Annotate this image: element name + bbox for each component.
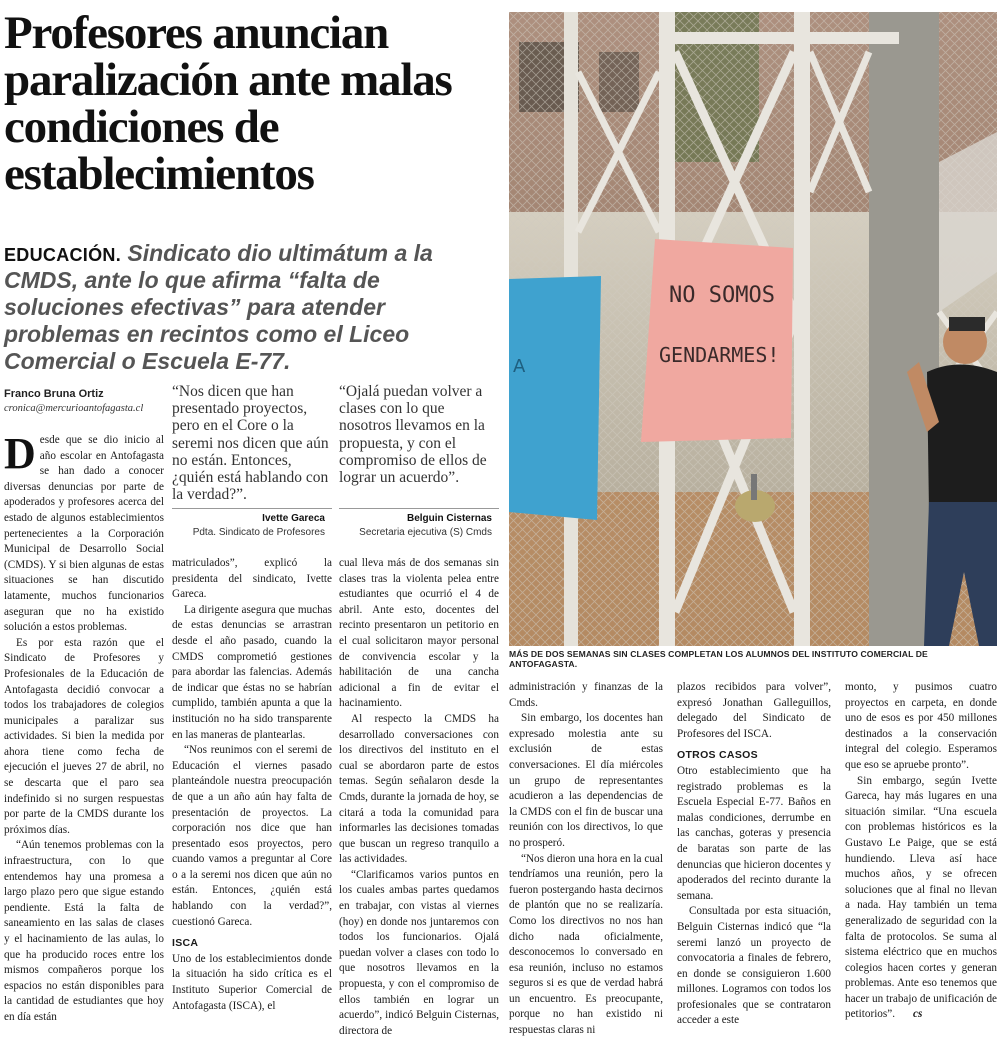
paragraph: La dirigente asegura que muchas de estas denuncias se arrastran desde el año pasado, cuando la CMDS comprometió gestiones para abordar las falencias. Además de indicar que éstas no se habrían cumplido, también apunta a que la institución no ha sido transparente en las maneras de plantearlas. [172,603,332,741]
pink-sign-line1: NO SOMOS [669,283,775,308]
section-heading-otros-casos: OTROS CASOS [677,749,758,762]
author-email[interactable]: cronica@mercurioantofagasta.cl [4,403,144,414]
paragraph: Es por esta razón que el Sindicato de Profesores y Profesionales de la Educación de Antofagasta decidió convocar a todos los trabajadores de colegios municipales a paralizar sus actividades. Si bien la medida por ahora tiene como fecha de ejecución el jueves 27 de abril, no se descarta que el paro sea indefinido si no surgen respuestas por parte de la CMDS durante los próximos días. [4,636,164,836]
paragraph: Sin embargo, los docentes han expresado molestia ante su exclusión de estas conversaciones. El día miércoles un grupo de representantes acudieron a las dependencias de la CMDS con el fin de buscar una reunión con los directivos, lo que no prosperó. [509,712,663,849]
paragraph: matriculados”, explicó la presidenta del sindicato, Ivette Gareca. [172,557,332,601]
paragraph: “Nos dieron una hora en la cual tendríamos una reunión, pero la fueron postergando hasta decirnos de plantón que no se realizaría. Como los directivos no nos han dicho nada oficialmente, desconocemos lo conversado en esa reunión, incluso no estamos seguros si es que de verdad habrá un encuentro. Es preocupante, porque no han existido ni respuestas claras ni [509,852,663,1037]
body-column-2 [172,556,332,1041]
body-column-6 [845,680,997,1041]
section-kicker: EDUCACIÓN. [4,245,122,265]
paragraph [4,429,164,636]
paragraph: Otro establecimiento que ha registrado problemas es la Escuela Especial E-77. Baños en malas condiciones, derrumbe en las canchas, goteras y presencia de baratas son parte de las denuncias que hicieron docentes y apoderados del recinto durante la semana. [677,764,831,902]
pull-quote-2-rule [339,508,499,509]
author-name: Franco Bruna Ortiz [4,388,104,400]
subhead [4,240,502,375]
paragraph: “Clarificamos varios puntos en los cuales ambas partes quedamos en trabajar, con vistas al viernes (hoy) en donde nos juntaremos con todos los funcionarios. Ojalá puedan volver a clases con todo lo que nosotros llevamos en la propuesta, y con el compromiso de ellos también en lograr un acuerdo”, indicó Belguin Cisternas, directora de [339,868,499,1037]
body-column-1 [4,429,164,1041]
article-photo [509,12,997,646]
photo-caption: MÁS DE DOS SEMANAS SIN CLASES COMPLETAN LOS ALUMNOS DEL INSTITUTO COMERCIAL DE ANTOFAGASTA. [509,649,928,669]
paragraph: Al respecto la CMDS ha desarrollado conversaciones con los directivos del instituto en el cual se abordaron parte de estos temas. Según señalaron desde la Cmds, durante la jornada de hoy, se citará a toda la comunidad para informarles las decisiones tomadas que buscan un regreso tranquilo a las actividades. [339,712,499,866]
pull-quote-2-attribution [339,512,492,540]
paragraph: cual lleva más de dos semanas sin clases tras la violenta pelea entre estudiantes que ocurrió el 4 de abril. Ante esto, docentes del recinto presentaron un petitorio en el cual solicitaron mayor personal de convivencia escolar y la habilitación de una cancha adicional a fin de evitar el hacinamiento. [339,557,499,710]
pull-quote-2-role: Secretaria ejecutiva (S) Cmds [359,527,492,538]
photo-illustration [509,12,997,646]
drop-cap: D [4,429,36,478]
pull-quote-1: “Nos dicen que han presentado proyectos, pero en el Core o la seremi nos dicen que aún no están. Entonces, ¿quién está hablando con la verdad?”. [172,383,329,504]
pull-quote-1-name: Ivette Gareca [262,513,325,524]
pull-quote-2: “Ojalá puedan volver a clases con lo que nosotros llevamos en la propuesta, y con el compromiso de ellos de lograr un acuerdo”. [339,383,487,487]
pull-quote-2-name: Belguin Cisternas [406,513,492,524]
paragraph-text: Sin embargo, según Ivette Gareca, hay más lugares en una situación similar. “Una escuela con problemas históricos es la Gustavo Le Paige, que se está hundiendo. Lleva así hace muchos años, y se ofrecen soluciones que al final no llevan a nada. Hay también un tema generalizado de seguridad con la falta de protocolos. Se suma al sistema eléctrico que en muchos colegios hacen cortes y generan problemas. Ante eso tenemos que hacer un trabajo de unificación de petitorios”. [845,774,997,1021]
pink-sign-line2: GENDARMES! [659,343,780,367]
paragraph: “Aún tenemos problemas con la infraestructura, con lo que entendemos hay una promesa a largo plazo pero que sigue estando pendiente. Está la falta de saneamiento en las salas de clases y el hacinamiento de las aulas, lo que ha producido roces entre los mismos compañeros porque los espacios no están disponibles para la cantidad de estudiantes que hoy en día están [4,839,164,1023]
end-mark: cs [913,1008,923,1021]
body-column-4 [509,680,663,1041]
body-column-3 [339,556,499,1041]
pull-quote-1-attribution [172,512,325,540]
paragraph: administración y finanzas de la Cmds. [509,681,663,709]
paragraph-text: esde que se dio inicio al año escolar en Antofagasta se han dado a conocer diversas denuncias por parte de apoderados y profesores acerca del estado de algunos establecimientos pertenecientes a la Corporación Municipal de Desarrollo Social (CMDS). Y si bien algunas de estas situaciones se han discutido latamente, muchos funcionarios aseguran que no ha existido solución a estos problemas. [4,434,164,634]
paragraph: Uno de los establecimientos donde la situación ha sido crítica es el Instituto Superior Comercial de Antofagasta (ISCA), el [172,952,332,1012]
paragraph: Consultada por esta situación, Belguin Cisternas indicó que “la seremi lanzó un proyecto de convocatoria a finales de febrero, en donde se consiguieron 1.600 millones. Logramos con todos los profesionales que se contrataron acceder a este [677,905,831,1027]
section-heading-isca: ISCA [172,937,199,950]
paragraph: plazos recibidos para volver”, expresó Jonathan Galleguillos, delegado del Sindicato de Profesores del ISCA. [677,681,831,740]
byline [4,388,164,414]
headline: Profesores anuncian paralización ante malas condiciones de establecimientos [4,7,452,200]
paragraph: “Nos reunimos con el seremi de Educación el viernes pasado planteándole nuestra preocupación de que a un año aún hay falta de presentación de proyectos. La corporación nos dice que han presentado esos proyectos, pero cuando vamos a preguntar al Core o a la seremi nos dicen que aún no están. Entonces, ¿quién está hablando con la verdad?”, cuestionó Gareca. [172,744,332,928]
paragraph [845,774,997,1024]
pull-quote-1-role: Pdta. Sindicato de Profesores [192,527,325,538]
paragraph: monto, y pusimos cuatro proyectos en carpeta, en donde uno de esos es por 450 millones destinados a la conservación integral del colegio. Esperamos que eso se apruebe pronto”. [845,681,997,771]
pull-quote-1-rule [172,508,332,509]
body-column-5 [677,680,831,1041]
blue-sign-text: A [513,356,526,377]
subhead-text: Sindicato dio ultimátum a la CMDS, ante lo que afirma “falta de soluciones efectivas” para atender problemas en recintos como el Liceo Comercial o Escuela E-77. [4,240,433,374]
